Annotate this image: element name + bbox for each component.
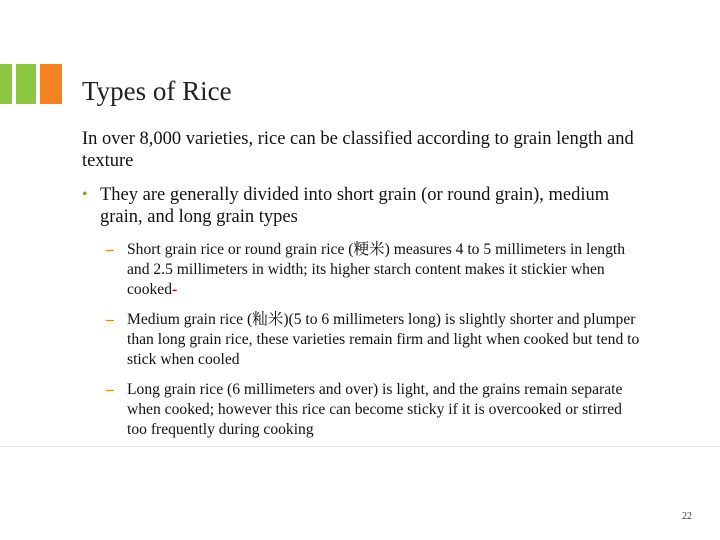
decor-orange-square: [40, 64, 62, 104]
sub-item-long-grain: [82, 380, 642, 440]
dash-icon: –: [106, 241, 114, 258]
slide-body: [82, 128, 642, 450]
sub-item-medium-grain: [82, 310, 642, 370]
sub-item-text: Medium grain rice (籼米)(5 to 6 millimeters long) is slightly shorter and plumper than long grain rice, these varieties remain firm and light when cooked but tend to stick when cooled: [127, 311, 640, 368]
decor-green-square: [16, 64, 36, 104]
footer-divider: [0, 446, 720, 447]
intro-paragraph: In over 8,000 varieties, rice can be classified according to grain length and texture: [82, 129, 634, 171]
sub-item-text: Long grain rice (6 millimeters and over) is light, and the grains remain separate when cooked; however this rice can become sticky if it is overcooked or stirred too frequently during cooking: [127, 381, 623, 438]
slide-title: Types of Rice: [82, 76, 232, 106]
dash-icon: –: [106, 311, 114, 328]
bullet-item: [82, 184, 642, 228]
dash-icon: –: [106, 381, 114, 398]
trailing-red-dash: -: [172, 281, 178, 298]
page-number: 22: [682, 511, 692, 522]
sub-item-text: Short grain rice or round grain rice (粳米) measures 4 to 5 millimeters in length and 2.5 millimeters in width; its higher starch content makes it stickier when cooked: [127, 241, 626, 298]
bullet-icon: •: [82, 186, 88, 203]
sub-item-short-grain: [82, 240, 642, 300]
decor-green-square-small: [0, 64, 12, 104]
bullet-text: They are generally divided into short grain (or round grain), medium grain, and long grain types: [100, 185, 610, 227]
